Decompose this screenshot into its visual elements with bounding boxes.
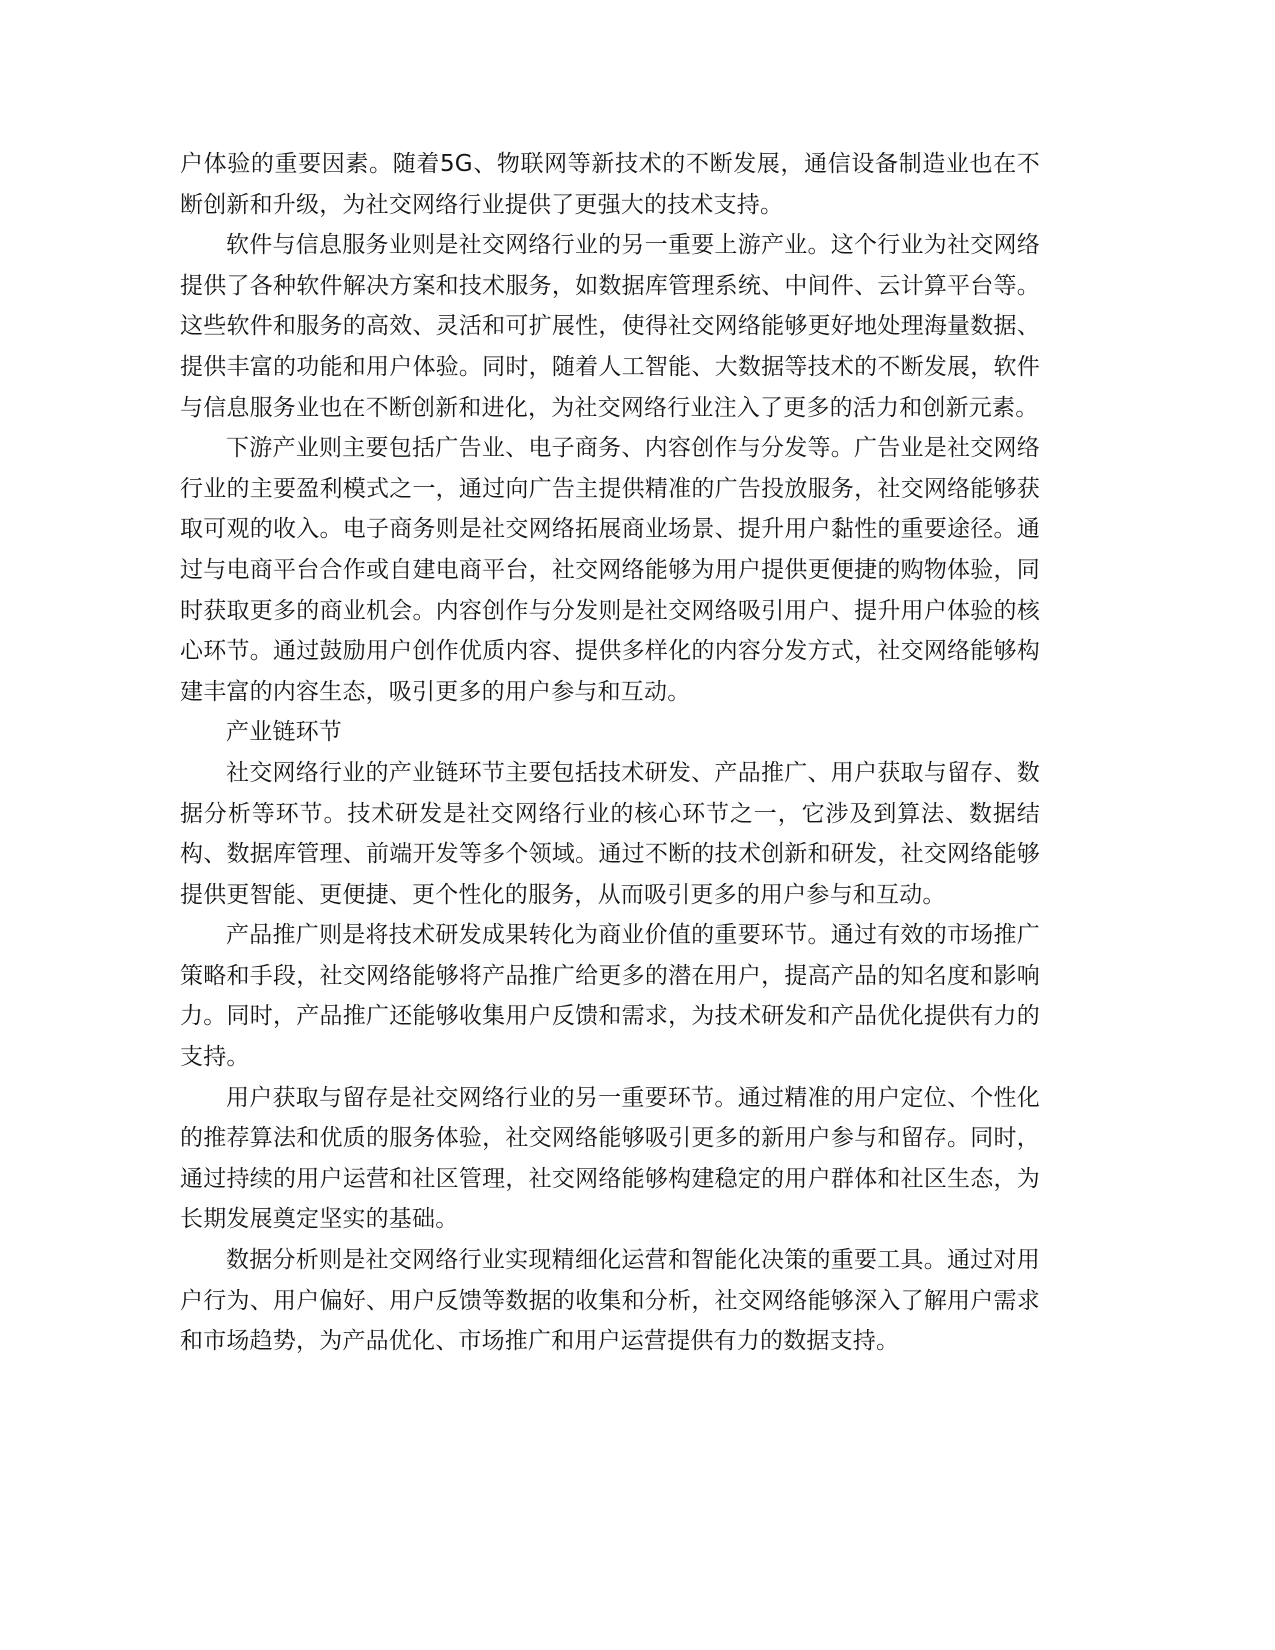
paragraph-product-promotion: 产品推广则是将技术研发成果转化为商业价值的重要环节。通过有效的市场推广策略和手段，社交网络能够将产品推广给更多的潜在用户，提高产品的知名度和影响力。同时，产品推广还能够收集用户反馈和需求，为技术研发和产品优化提供有力的支持。 bbox=[180, 922, 1040, 1071]
paragraph-data-analysis: 数据分析则是社交网络行业实现精细化运营和智能化决策的重要工具。通过对用户行为、用户偏好、用户反馈等数据的收集和分析，社交网络能够深入了解用户需求和市场趋势，为产品优化、市场推广和用户运营提供有力的数据支持。 bbox=[180, 1247, 1040, 1355]
document-body bbox=[180, 144, 1040, 1362]
paragraph-downstream: 下游产业则主要包括广告业、电子商务、内容创作与分发等。广告业是社交网络行业的主要盈利模式之一，通过向广告主提供精准的广告投放服务，社交网络能够获取可观的收入。电子商务则是社交网络拓展商业场景、提升用户黏性的重要途径。通过与电商平台合作或自建电商平台，社交网络能够为用户提供更便捷的购物体验，同时获取更多的商业机会。内容创作与分发则是社交网络吸引用户、提升用户体验的核心环节。通过鼓励用户创作优质内容、提供多样化的内容分发方式，社交网络能够构建丰富的内容生态，吸引更多的用户参与和互动。 bbox=[180, 435, 1040, 705]
paragraph-software-services: 软件与信息服务业则是社交网络行业的另一重要上游产业。这个行业为社交网络提供了各种软件解决方案和技术服务，如数据库管理系统、中间件、云计算平台等。这些软件和服务的高效、灵活和可扩展性，使得社交网络能够更好地处理海量数据、提供丰富的功能和用户体验。同时，随着人工智能、大数据等技术的不断发展，软件与信息服务业也在不断创新和进化，为社交网络行业注入了更多的活力和创新元素。 bbox=[180, 232, 1040, 421]
paragraph-continuation: 户体验的重要因素。随着5G、物联网等新技术的不断发展，通信设备制造业也在不断创新和升级，为社交网络行业提供了更强大的技术支持。 bbox=[180, 151, 1040, 218]
paragraph-chain-overview: 社交网络行业的产业链环节主要包括技术研发、产品推广、用户获取与留存、数据分析等环节。技术研发是社交网络行业的核心环节之一，它涉及到算法、数据结构、数据库管理、前端开发等多个领域。通过不断的技术创新和研发，社交网络能够提供更智能、更便捷、更个性化的服务，从而吸引更多的用户参与和互动。 bbox=[180, 759, 1040, 908]
paragraph-user-acquisition: 用户获取与留存是社交网络行业的另一重要环节。通过精准的用户定位、个性化的推荐算法和优质的服务体验，社交网络能够吸引更多的新用户参与和留存。同时，通过持续的用户运营和社区管理，社交网络能够构建稳定的用户群体和社区生态，为长期发展奠定坚实的基础。 bbox=[180, 1084, 1040, 1233]
section-heading-industry-chain: 产业链环节 bbox=[226, 719, 342, 746]
